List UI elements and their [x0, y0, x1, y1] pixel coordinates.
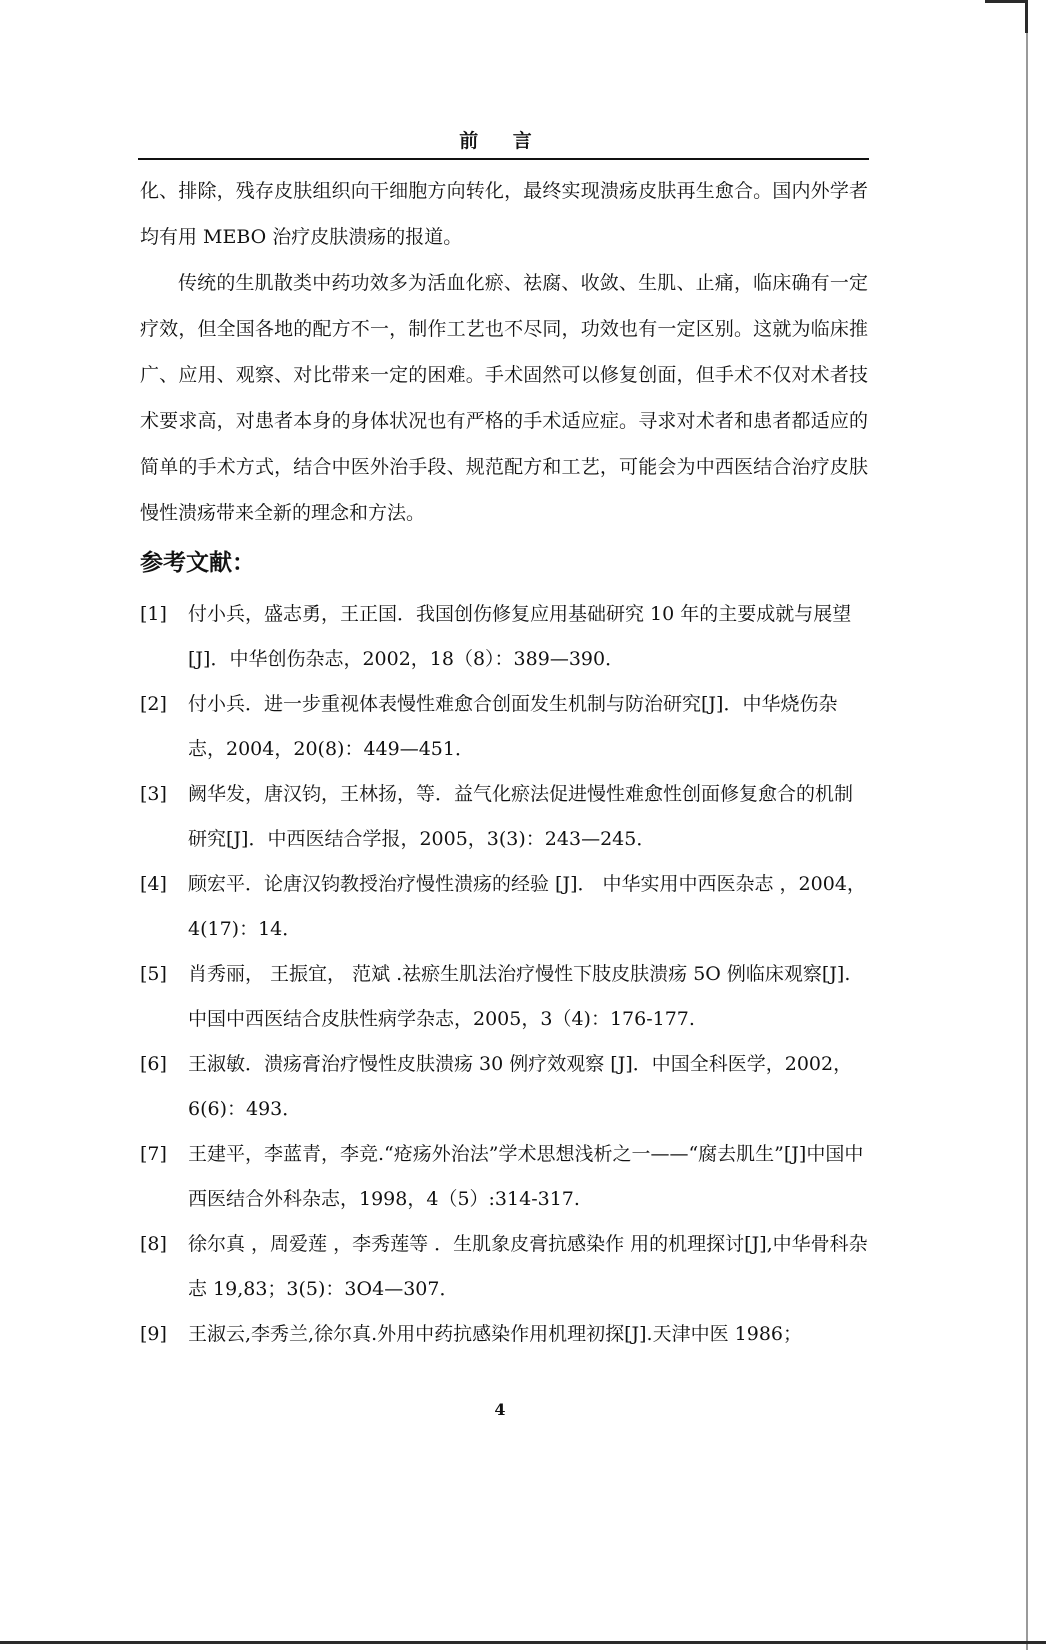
- reference-text: 王淑云,李秀兰,徐尔真.外用中药抗感染作用机理初探[J].天津中医 1986；: [188, 1323, 802, 1345]
- reference-text: 肖秀丽， 王振宜， 范斌 .祛瘀生肌法治疗慢性下肢皮肤溃疡 5O 例临床观察[J].中国中西医结合皮肤性病学杂志，2005，3（4)：176-177.: [188, 963, 851, 1030]
- reference-number: [2]: [140, 693, 167, 715]
- reference-text: 王建平，李蓝青，李竞.“疮疡外治法”学术思想浅析之一——“腐去肌生”[J]中国中西医结合外科杂志，1998，4（5）:314-317.: [188, 1143, 864, 1210]
- reference-item: [140, 682, 868, 772]
- references-heading: 参考文献：: [140, 549, 255, 576]
- reference-number: [6]: [140, 1053, 167, 1075]
- reference-number: [9]: [140, 1323, 167, 1345]
- page-number: 4: [494, 1400, 506, 1419]
- reference-number: [7]: [140, 1143, 167, 1165]
- scan-border-right: [1026, 0, 1028, 1650]
- reference-text: 阙华发，唐汉钧，王林扬，等．益气化瘀法促进慢性难愈性创面修复愈合的机制研究[J]．中西医结合学报，2005，3(3)：243—245．: [188, 783, 854, 850]
- page-body: [140, 168, 868, 1357]
- paragraph-continued: 化、排除，残存皮肤组织向干细胞方向转化，最终实现溃疡皮肤再生愈合。国内外学者均有用 MEBO 治疗皮肤溃疡的报道。: [140, 180, 868, 248]
- reference-number: [3]: [140, 783, 167, 805]
- reference-number: [5]: [140, 963, 167, 985]
- running-header: 前 言: [459, 130, 546, 152]
- reference-text: 徐尔真 ，周爱莲 ，李秀莲等 ．生肌象皮膏抗感染作 用的机理探讨[J],中华骨科杂志 19,83；3(5)：3O4—307．: [188, 1233, 868, 1300]
- reference-item: [140, 772, 868, 862]
- reference-item: [140, 1042, 868, 1132]
- scan-corner-mark: [985, 0, 1028, 33]
- header-rule: [138, 158, 869, 160]
- reference-item: [140, 1132, 868, 1222]
- reference-number: [8]: [140, 1233, 167, 1255]
- reference-item: [140, 952, 868, 1042]
- reference-item: [140, 1312, 868, 1357]
- reference-text: 王淑敏．溃疡膏治疗慢性皮肤溃疡 30 例疗效观察 [J]．中国全科医学，2002，6(6)：493．: [188, 1053, 853, 1120]
- reference-number: [4]: [140, 873, 167, 895]
- reference-number: [1]: [140, 603, 167, 625]
- paragraph: 传统的生肌散类中药功效多为活血化瘀、祛腐、收敛、生肌、止痛，临床确有一定疗效，但全国各地的配方不一，制作工艺也不尽同，功效也有一定区别。这就为临床推广、应用、观察、对比带来一定的困难。手术固然可以修复创面，但手术不仅对术者技术要求高，对患者本身的身体状况也有严格的手术适应症。寻求对术者和患者都适应的简单的手术方式，结合中医外治手段、规范配方和工艺，可能会为中西医结合治疗皮肤慢性溃疡带来全新的理念和方法。: [140, 272, 868, 524]
- reference-item: [140, 862, 868, 952]
- reference-item: [140, 1222, 868, 1312]
- reference-text: 顾宏平．论唐汉钧教授治疗慢性溃疡的经验 [J]． 中华实用中西医杂志 ，2004，4(17)：14．: [188, 873, 866, 940]
- reference-item: [140, 592, 868, 682]
- reference-text: 付小兵．进一步重视体表慢性难愈合创面发生机制与防治研究[J]．中华烧伤杂志，2004，20(8)：449—451．: [188, 693, 838, 760]
- reference-text: 付小兵，盛志勇，王正国．我国创伤修复应用基础研究 10 年的主要成就与展望[J]．中华创伤杂志，2002，18（8）：389—390．: [188, 603, 852, 670]
- scan-border-bottom: [0, 1641, 1046, 1644]
